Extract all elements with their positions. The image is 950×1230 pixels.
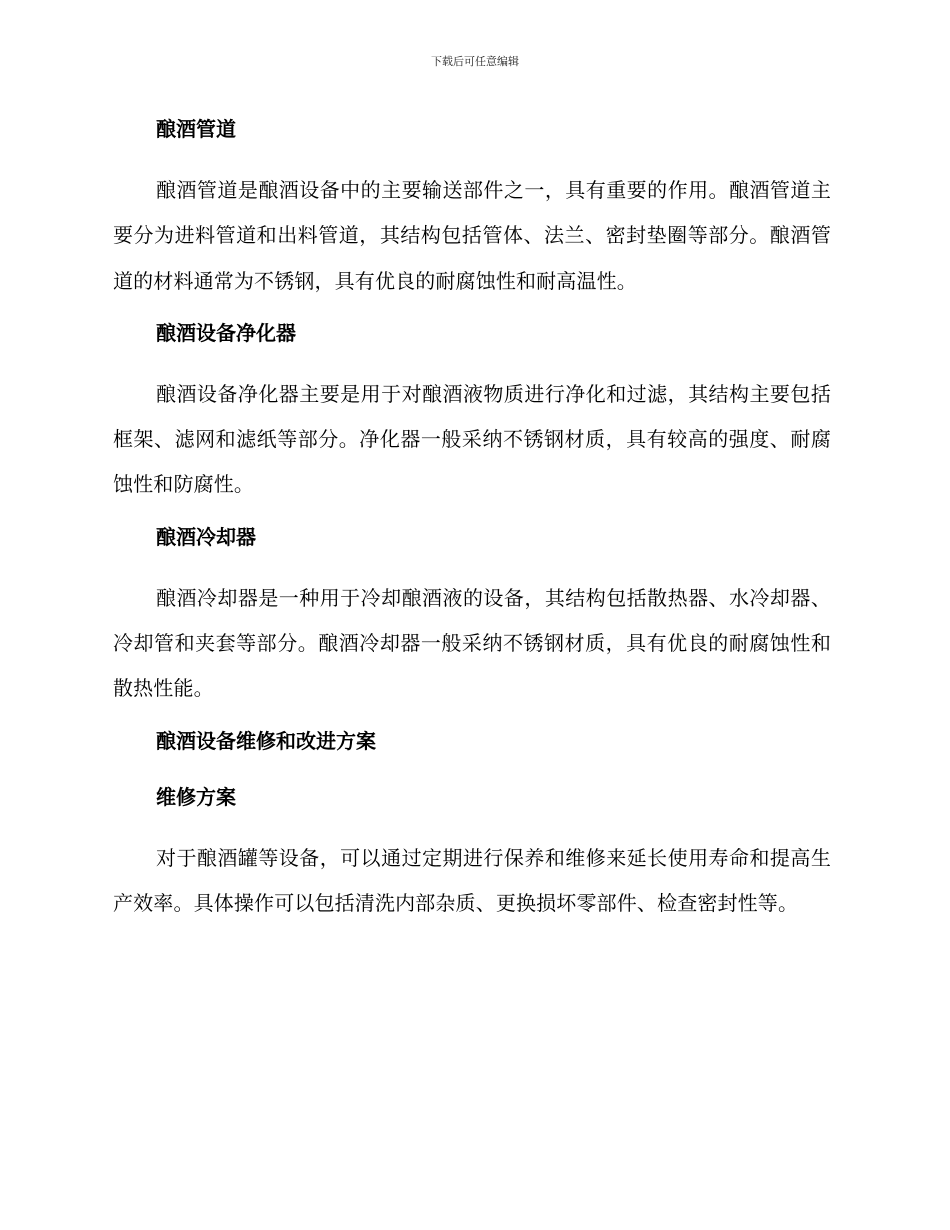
section-heading-maintenance-plan: 维修方案 [156,784,236,809]
section-heading-maintenance-improvement: 酿酒设备维修和改进方案 [156,728,376,753]
paragraph-purifier: 酿酒设备净化器主要是用于对酿酒液物质进行净化和过滤，其结构主要包括框架、滤网和滤纸等部分。净化器一般采纳不锈钢材质，具有较高的强度、耐腐蚀性和防腐性。 [113,381,831,497]
paragraph-maintenance-plan: 对于酿酒罐等设备，可以通过定期进行保养和维修来延长使用寿命和提高生产效率。具体操作可以包括清洗内部杂质、更换损坏零部件、检查密封性等。 [113,845,831,915]
paragraph-cooler: 酿酒冷却器是一种用于冷却酿酒液的设备，其结构包括散热器、水冷却器、冷却管和夹套等部分。酿酒冷却器一般采纳不锈钢材质，具有优良的耐腐蚀性和散热性能。 [113,585,831,701]
section-heading-purifier: 酿酒设备净化器 [156,320,296,345]
section-heading-cooler: 酿酒冷却器 [156,524,256,549]
document-body [113,112,831,938]
page-header: 下载后可任意编辑 [431,55,519,68]
section-heading-pipeline: 酿酒管道 [156,117,236,141]
paragraph-pipeline: 酿酒管道是酿酒设备中的主要输送部件之一，具有重要的作用。酿酒管道主要分为进料管道和出料管道，其结构包括管体、法兰、密封垫圈等部分。酿酒管道的材料通常为不锈钢，具有优良的耐腐蚀性和耐高温性。 [113,178,831,293]
